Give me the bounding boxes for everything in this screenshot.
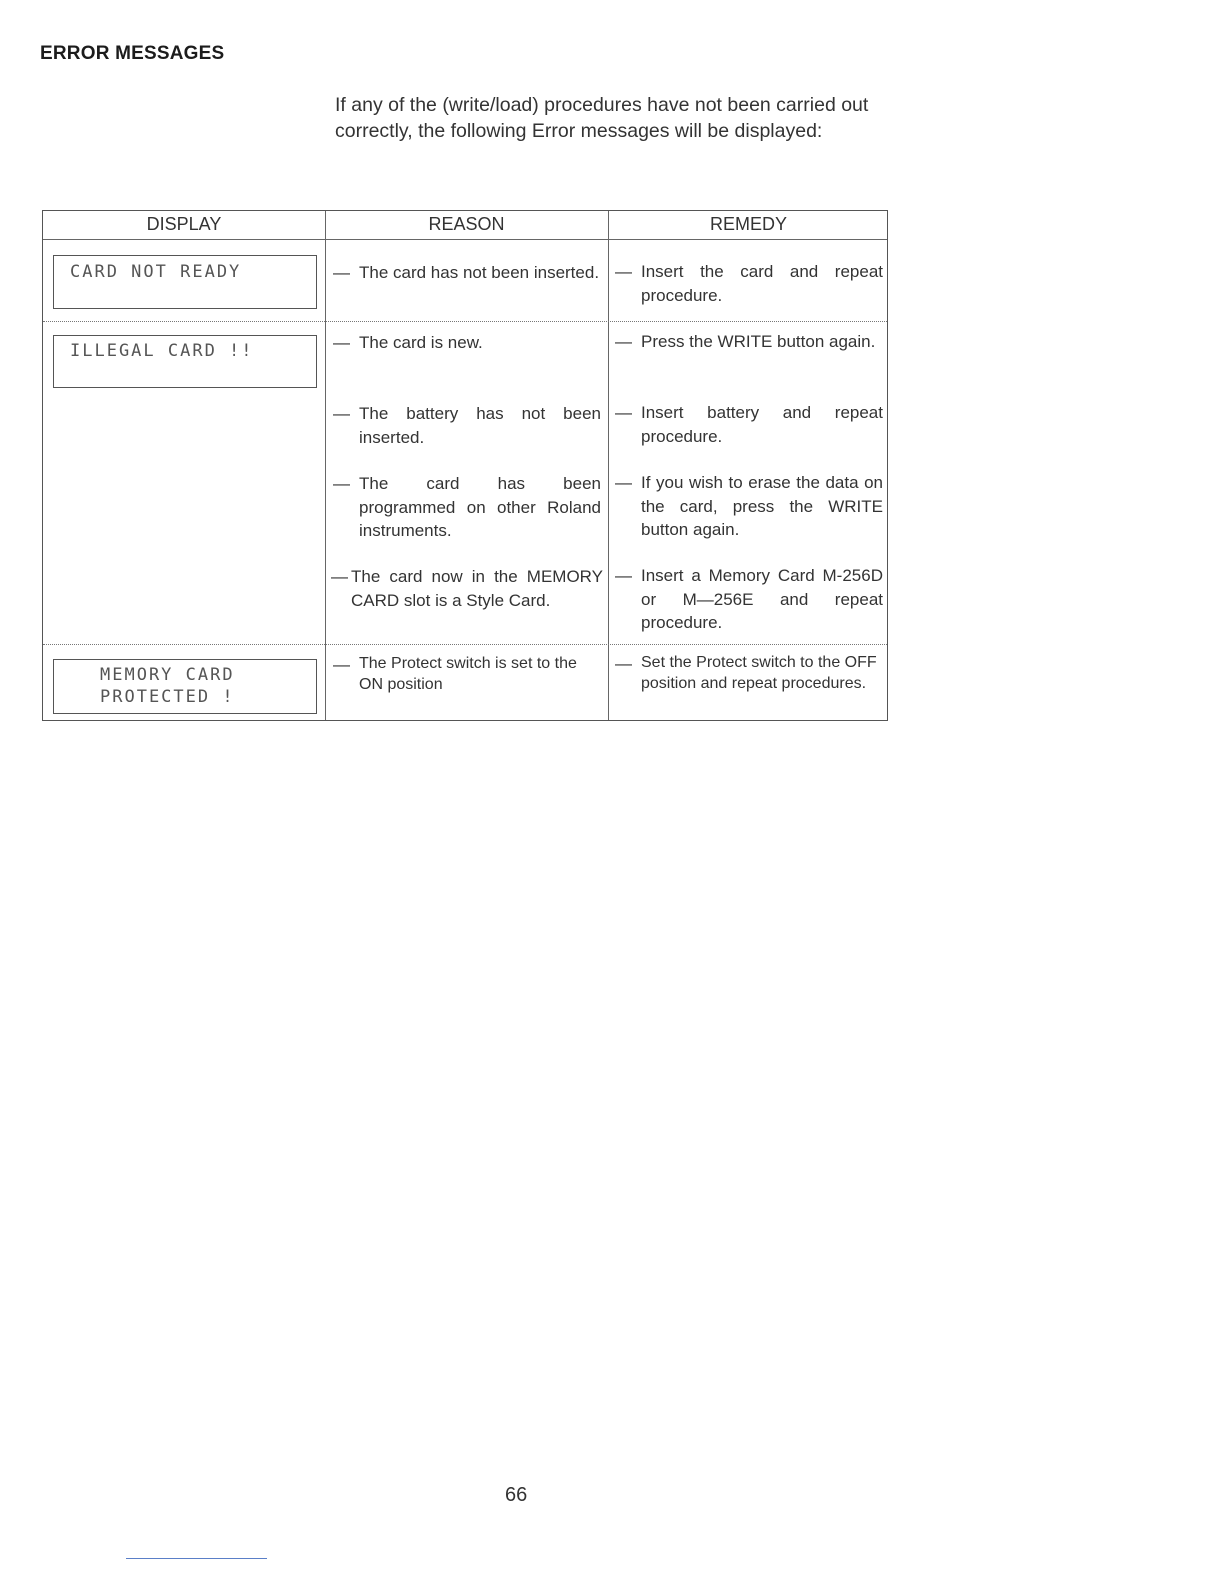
header-display: DISPLAY bbox=[146, 214, 222, 234]
reason-entry bbox=[333, 331, 601, 355]
dash-bullet: — bbox=[331, 567, 348, 586]
dash-bullet: — bbox=[333, 474, 350, 493]
remedy-text: Insert battery and repeat procedure. bbox=[641, 403, 883, 446]
reason-text: The Protect switch is set to the ON position bbox=[359, 655, 577, 693]
remedy-text: If you wish to erase the data on the card, press the WRITE button again. bbox=[641, 473, 883, 539]
dash-bullet: — bbox=[333, 263, 350, 282]
reason-text: The card has not been inserted. bbox=[359, 263, 600, 282]
dash-bullet: — bbox=[333, 404, 350, 423]
reason-entry bbox=[331, 565, 603, 612]
reason-text: The card has been programmed on other Roland instruments. bbox=[359, 474, 601, 540]
error-messages-table bbox=[42, 210, 888, 721]
lcd-line-2: PROTECTED ! bbox=[100, 687, 235, 707]
reason-entry bbox=[333, 402, 601, 449]
lcd-display-memory-card-protected bbox=[53, 659, 317, 714]
reason-text: The card is new. bbox=[359, 333, 483, 352]
lcd-line-1: MEMORY CARD bbox=[100, 665, 235, 685]
page-number: 66 bbox=[505, 1484, 528, 1506]
dash-bullet: — bbox=[615, 654, 632, 673]
reason-text: The card now in the MEMORY CARD slot is a Style Card. bbox=[351, 567, 603, 610]
reason-text: The battery has not been inserted. bbox=[359, 404, 601, 447]
remedy-entry bbox=[615, 330, 883, 354]
header-remedy: REMEDY bbox=[709, 214, 787, 234]
dash-bullet: — bbox=[615, 566, 632, 585]
lcd-display-illegal-card bbox=[53, 335, 317, 388]
header-divider bbox=[43, 239, 887, 240]
remedy-text: Insert the card and repeat procedure. bbox=[641, 262, 883, 305]
remedy-text: Set the Protect switch to the OFF position and repeat procedures. bbox=[641, 654, 877, 692]
dash-bullet: — bbox=[615, 473, 632, 492]
intro-line-1: If any of the (write/load) procedures have not been carried out bbox=[335, 94, 869, 116]
remedy-entry bbox=[615, 471, 883, 542]
remedy-text: Insert a Memory Card M-256D or M—256E and repeat procedure. bbox=[641, 566, 883, 632]
footer-rule bbox=[126, 1558, 267, 1559]
lcd-line-1: ILLEGAL CARD !! bbox=[70, 341, 254, 361]
row-divider bbox=[43, 321, 887, 322]
remedy-entry bbox=[615, 564, 883, 635]
lcd-display-card-not-ready bbox=[53, 255, 317, 309]
remedy-entry bbox=[615, 652, 883, 694]
intro-line-2: correctly, the following Error messages will be displayed: bbox=[335, 120, 823, 142]
reason-entry bbox=[333, 261, 601, 285]
dash-bullet: — bbox=[615, 332, 632, 351]
lcd-line-1: CARD NOT READY bbox=[70, 262, 242, 282]
dash-bullet: — bbox=[333, 655, 350, 674]
remedy-text: Press the WRITE button again. bbox=[641, 332, 876, 351]
dash-bullet: — bbox=[615, 262, 632, 281]
dash-bullet: — bbox=[333, 333, 350, 352]
reason-entry bbox=[333, 653, 601, 695]
row-divider bbox=[43, 644, 887, 645]
page-title: ERROR MESSAGES bbox=[40, 43, 225, 64]
header-reason: REASON bbox=[428, 214, 505, 234]
remedy-entry bbox=[615, 401, 883, 448]
remedy-entry bbox=[615, 260, 883, 307]
intro-paragraph bbox=[335, 92, 975, 144]
reason-entry bbox=[333, 472, 601, 543]
dash-bullet: — bbox=[615, 403, 632, 422]
